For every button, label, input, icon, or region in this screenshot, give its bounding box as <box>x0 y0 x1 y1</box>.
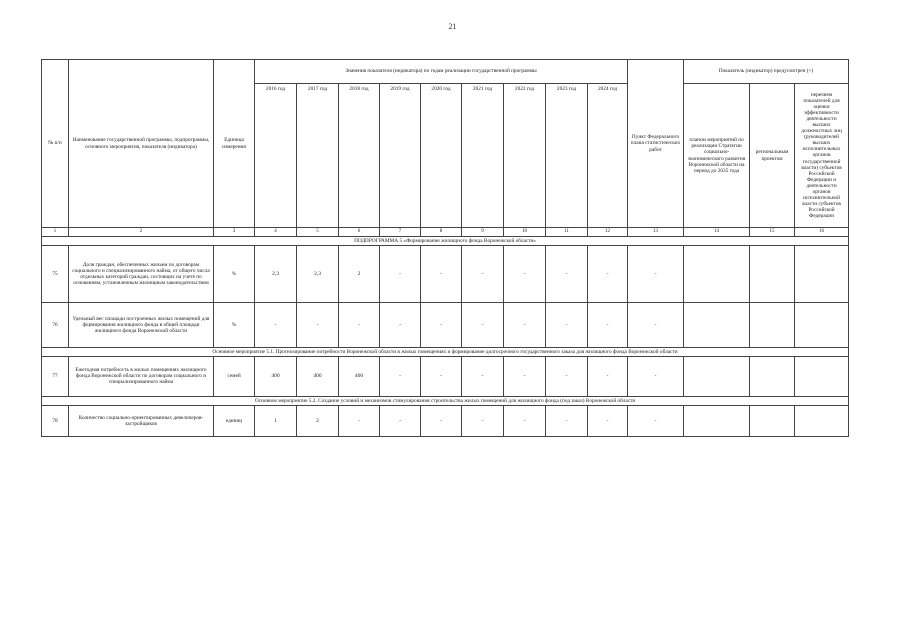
column-number: 1 <box>42 228 69 237</box>
row-value: - <box>380 302 421 347</box>
column-number: 13 <box>628 228 684 237</box>
row-value: - <box>380 356 421 396</box>
row-federal: - <box>628 405 684 436</box>
header-efficiency: перечнем показателей для оценки эффективности деятельности высших должностных лиц (руководителей высших исполнительных органов государственной власти) субъектов Российской Федерации и деятельности органов исполнительной власти субъектов Российской Федерации <box>795 84 849 228</box>
row-strategy <box>684 302 750 347</box>
header-values-group: Значения показателя (индикатора) по годам реализации государственной программы <box>255 60 628 84</box>
row-unit: % <box>214 302 255 347</box>
row-regional <box>750 356 795 396</box>
column-number: 14 <box>684 228 750 237</box>
row-value: - <box>380 245 421 302</box>
row-efficiency <box>795 356 849 396</box>
row-value: - <box>546 356 588 396</box>
row-value: - <box>504 356 546 396</box>
measure-title: Основное мероприятие 5.1. Прогнозирование потребности Воронежской области в жилых помещениях и формирование долгосрочного государственного заказа для жилищного фонда Воронежской области <box>42 347 849 356</box>
row-name: Ежегодная потребность в жилых помещениях жилищного фонда Воронежской области по договорам социального и специализированного найма <box>69 356 214 396</box>
measure-row <box>42 396 849 405</box>
row-name: Количество социально-ориентированных девелоперов-застройщиков <box>69 405 214 436</box>
row-strategy <box>684 405 750 436</box>
table-row <box>42 405 849 436</box>
header-federal-point: Пункт Федерального плана статистических работ <box>628 60 684 228</box>
column-number: 9 <box>462 228 504 237</box>
column-number: 3 <box>214 228 255 237</box>
row-num: 75 <box>42 245 69 302</box>
row-num: 78 <box>42 405 69 436</box>
row-value: - <box>588 245 628 302</box>
row-num: 76 <box>42 302 69 347</box>
row-federal: - <box>628 356 684 396</box>
row-value: - <box>255 302 297 347</box>
row-value: 1 <box>255 405 297 436</box>
header-unit: Единица измерения <box>214 60 255 228</box>
header-year: 2021 год <box>462 84 504 228</box>
measure-title: Основное мероприятие 5.2. Создание условий и механизмов стимулирования строительства жилых помещений для жилищного фонда (под заказ) Воронежской области <box>42 396 849 405</box>
column-number: 6 <box>339 228 380 237</box>
column-number-row <box>42 228 849 237</box>
row-strategy <box>684 356 750 396</box>
header-year: 2018 год <box>339 84 380 228</box>
column-number: 2 <box>69 228 214 237</box>
row-efficiency <box>795 405 849 436</box>
column-number: 7 <box>380 228 421 237</box>
row-strategy <box>684 245 750 302</box>
row-value: - <box>504 405 546 436</box>
column-number: 15 <box>750 228 795 237</box>
row-value: - <box>462 356 504 396</box>
row-value: - <box>421 356 462 396</box>
header-year: 2017 год <box>297 84 339 228</box>
row-name: Доля граждан, обеспеченных жильем по договорам социального и специализированного найма, от общего числа отдельных категорий граждан, состоящих на учете по основаниям, установленным жилищным законодательством <box>69 245 214 302</box>
row-value: - <box>504 245 546 302</box>
row-value: 2 <box>297 405 339 436</box>
column-number: 12 <box>588 228 628 237</box>
row-value: 2,3 <box>255 245 297 302</box>
row-value: - <box>588 302 628 347</box>
row-value: 400 <box>339 356 380 396</box>
row-value: - <box>462 302 504 347</box>
row-value: 400 <box>255 356 297 396</box>
header-num: № п/п <box>42 60 69 228</box>
row-value: 400 <box>297 356 339 396</box>
row-efficiency <box>795 302 849 347</box>
row-value: - <box>339 302 380 347</box>
header-year: 2023 год <box>546 84 588 228</box>
row-value: - <box>462 405 504 436</box>
row-unit: % <box>214 245 255 302</box>
row-efficiency <box>795 245 849 302</box>
row-value: - <box>504 302 546 347</box>
column-number: 5 <box>297 228 339 237</box>
row-value: 2,3 <box>297 245 339 302</box>
subprogram-row <box>42 236 849 245</box>
header-year: 2019 год <box>380 84 421 228</box>
header-regional-projects: региональным проектом <box>750 84 795 228</box>
column-number: 10 <box>504 228 546 237</box>
row-value: - <box>588 356 628 396</box>
row-unit: семей <box>214 356 255 396</box>
row-value: - <box>546 302 588 347</box>
row-value: - <box>462 245 504 302</box>
page-number: 21 <box>448 22 457 31</box>
header-year: 2016 год <box>255 84 297 228</box>
subprogram-title: ПОДПРОГРАММА 5 «Формирование жилищного фонда Воронежской области» <box>42 236 849 245</box>
header-name: Наименование государственной программы, подпрограммы, основного мероприятия, показателя (индикатора) <box>69 60 214 228</box>
row-federal: - <box>628 245 684 302</box>
row-value: - <box>339 405 380 436</box>
column-number: 4 <box>255 228 297 237</box>
row-federal: - <box>628 302 684 347</box>
row-value: - <box>421 245 462 302</box>
row-value: - <box>380 405 421 436</box>
row-value: - <box>588 405 628 436</box>
header-row-top <box>42 60 849 84</box>
header-year: 2020 год <box>421 84 462 228</box>
row-regional <box>750 405 795 436</box>
column-number: 8 <box>421 228 462 237</box>
column-number: 16 <box>795 228 849 237</box>
header-indicator-group: Показатель (индикатор) предусмотрен (+) <box>684 60 849 84</box>
column-number: 11 <box>546 228 588 237</box>
row-value: 2 <box>339 245 380 302</box>
row-value: - <box>546 405 588 436</box>
row-num: 77 <box>42 356 69 396</box>
header-year: 2024 год <box>588 84 628 228</box>
measure-row <box>42 347 849 356</box>
row-name: Удельный вес площади построенных жилых помещений для формирования жилищного фонда в общей площади жилищного фонда Воронежской области <box>69 302 214 347</box>
row-value: - <box>297 302 339 347</box>
row-regional <box>750 302 795 347</box>
row-value: - <box>421 405 462 436</box>
table-row <box>42 356 849 396</box>
row-value: - <box>421 302 462 347</box>
table-row <box>42 302 849 347</box>
table-row <box>42 245 849 302</box>
indicator-table <box>41 59 849 437</box>
row-unit: единиц <box>214 405 255 436</box>
header-strategy: планом мероприятий по реализации Стратегии социально-экономического развития Воронежской области на период до 2035 года <box>684 84 750 228</box>
row-value: - <box>546 245 588 302</box>
header-year: 2022 год <box>504 84 546 228</box>
row-regional <box>750 245 795 302</box>
